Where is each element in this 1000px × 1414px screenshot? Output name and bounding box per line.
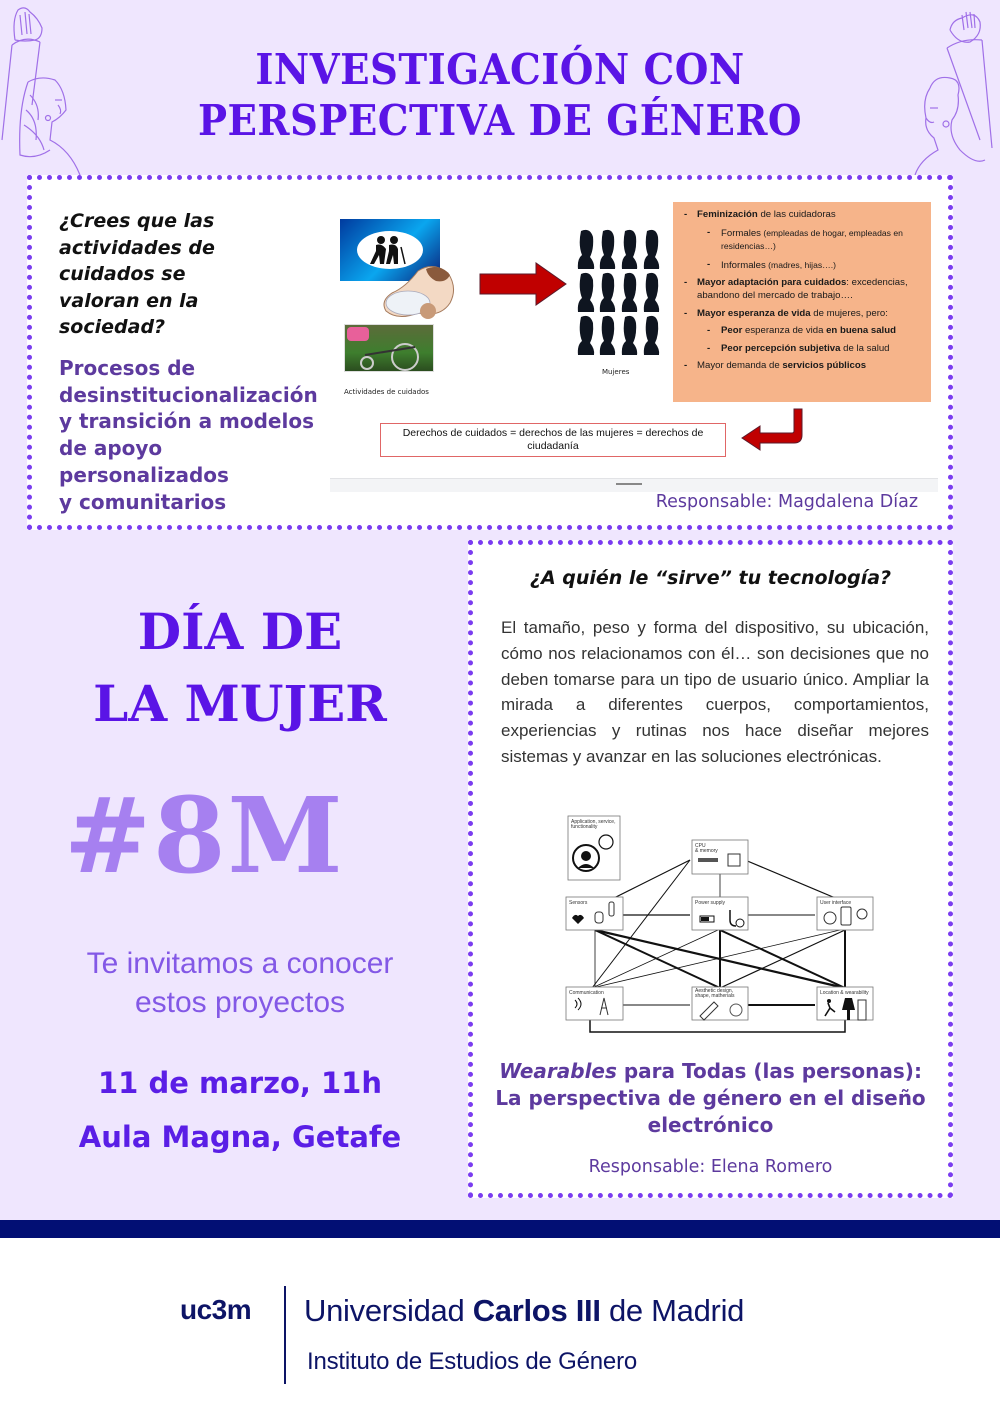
hashtag-8m: #8M xyxy=(64,774,345,897)
project-2-description: El tamaño, peso y forma del dispositivo, su ubicación, cómo nos relacionamos con él… son decisiones que no deben tomarse para un tipo de usuario único. Ampliar la mirada a diferentes cuerpos, comportamientos, experiencias y rutinas nos hace diseñar mejores sistemas y avanzar en las soluciones electrónicas. xyxy=(501,618,929,766)
title-line: y transición a modelos xyxy=(59,409,314,434)
question-line: ¿Crees que las xyxy=(59,210,215,232)
diagram-location-label: Location & wearability xyxy=(820,990,869,996)
womens-day-heading xyxy=(40,596,440,740)
mother-baby-image xyxy=(378,263,468,325)
svg-text:& memory: & memory xyxy=(695,848,718,854)
diagram-cpu-label: CPU xyxy=(695,843,706,849)
fact-life-expectancy: - Mayor esperanza de vida de mujeres, pero: xyxy=(681,308,923,321)
dia-line-1: DÍA DE xyxy=(137,602,343,661)
project-1-title xyxy=(59,355,339,515)
invite-line-2: estos proyectos xyxy=(134,986,346,1019)
diagram-communication-label: Communication xyxy=(569,990,604,996)
title-line: Procesos de xyxy=(59,356,196,380)
title-line: y comunitarios xyxy=(59,489,227,514)
logo-divider xyxy=(284,1286,286,1384)
wearable-system-diagram xyxy=(560,810,890,1040)
invite-line-1: Te invitamos a conocer xyxy=(86,947,394,980)
dia-line-2: LA MUJER xyxy=(93,674,387,733)
university-name: Universidad Carlos III de Madrid xyxy=(304,1293,745,1328)
wheelchair-image xyxy=(344,324,434,372)
diagram-power-label: Power supply xyxy=(695,900,726,906)
title-line-2: PERSPECTIVA DE GÉNERO xyxy=(197,96,803,145)
title-rest: para Todas (las personas): xyxy=(616,1059,922,1083)
question-line: valoran en la xyxy=(59,289,199,312)
project-1-question xyxy=(59,208,289,341)
care-activities-slide xyxy=(330,195,938,485)
fact-healthy-life: - Peor esperanza de vida en buena salud xyxy=(681,325,923,338)
project-2-question: ¿A quién le “sirve” tu tecnología? xyxy=(529,567,892,589)
fact-adaptation: - Mayor adaptación para cuidados: excedencias, abandono del mercado de trabajo…. xyxy=(681,277,923,302)
curved-return-arrow-icon xyxy=(740,407,806,451)
title-line: desinstitucionalización xyxy=(59,382,318,407)
title-line: de apoyo xyxy=(59,436,163,461)
title-line-1: INVESTIGACIÓN CON xyxy=(255,45,745,94)
question-line: actividades de xyxy=(59,236,215,259)
diagram-app-label: Application, service, xyxy=(571,819,616,825)
project-1-responsible: Responsable: Magdalena Díaz xyxy=(655,492,918,512)
question-line: cuidados se xyxy=(59,263,186,285)
diagram-ui-label: User interface xyxy=(820,900,852,906)
fact-formal: - Formales (empleadas de hogar, empleadas en residencias…) xyxy=(681,227,923,254)
project-2-responsible: Responsable: Elena Romero xyxy=(588,1157,833,1177)
elderly-people-icon xyxy=(368,235,412,265)
fact-feminization: - Feminización de las cuidadoras xyxy=(681,209,923,222)
page-title xyxy=(40,44,960,146)
project-1-card xyxy=(27,175,953,530)
event-date: 11 de marzo, 11h xyxy=(98,1066,382,1100)
institute-name: Instituto de Estudios de Género xyxy=(307,1348,638,1375)
footer-navy-band xyxy=(0,1220,1000,1238)
care-rights-statement: Derechos de cuidados = derechos de las mujeres = derechos de ciudadanía xyxy=(380,423,726,457)
question-line: sociedad? xyxy=(59,316,166,338)
invitation-text xyxy=(40,944,440,1022)
women-silhouettes-image xyxy=(576,229,666,359)
fact-informal: - Informales (madres, hijas….) xyxy=(681,259,923,273)
fact-health-perception: - Peor percepción subjetiva de la salud xyxy=(681,343,923,356)
svg-text:shape, matherials: shape, matherials xyxy=(695,993,735,999)
project-2-title xyxy=(473,1058,948,1139)
svg-text:functionality: functionality xyxy=(571,824,598,830)
title-line-2: La perspectiva de género en el diseño xyxy=(495,1086,926,1110)
uc3m-logo: uc3m xyxy=(180,1294,252,1325)
fact-public-services: - Mayor demanda de servicios públicos xyxy=(681,360,923,373)
gender-care-facts-box xyxy=(673,202,931,402)
slide-resize-handle xyxy=(330,478,938,492)
caption-care-activities: Actividades de cuidados xyxy=(344,388,429,396)
caption-women: Mujeres xyxy=(602,368,630,376)
project-2-card xyxy=(468,540,953,1198)
footer xyxy=(0,1238,1000,1414)
event-details xyxy=(40,1056,440,1164)
title-line-3: electrónico xyxy=(647,1113,774,1137)
diagram-aesthetic-label: Aesthetic design, xyxy=(695,988,734,994)
right-arrow-icon xyxy=(478,261,568,307)
event-location: Aula Magna, Getafe xyxy=(78,1120,402,1154)
title-line: personalizados xyxy=(59,462,229,487)
title-italic: Wearables xyxy=(499,1059,617,1083)
diagram-sensors-label: Sensors xyxy=(569,900,588,906)
